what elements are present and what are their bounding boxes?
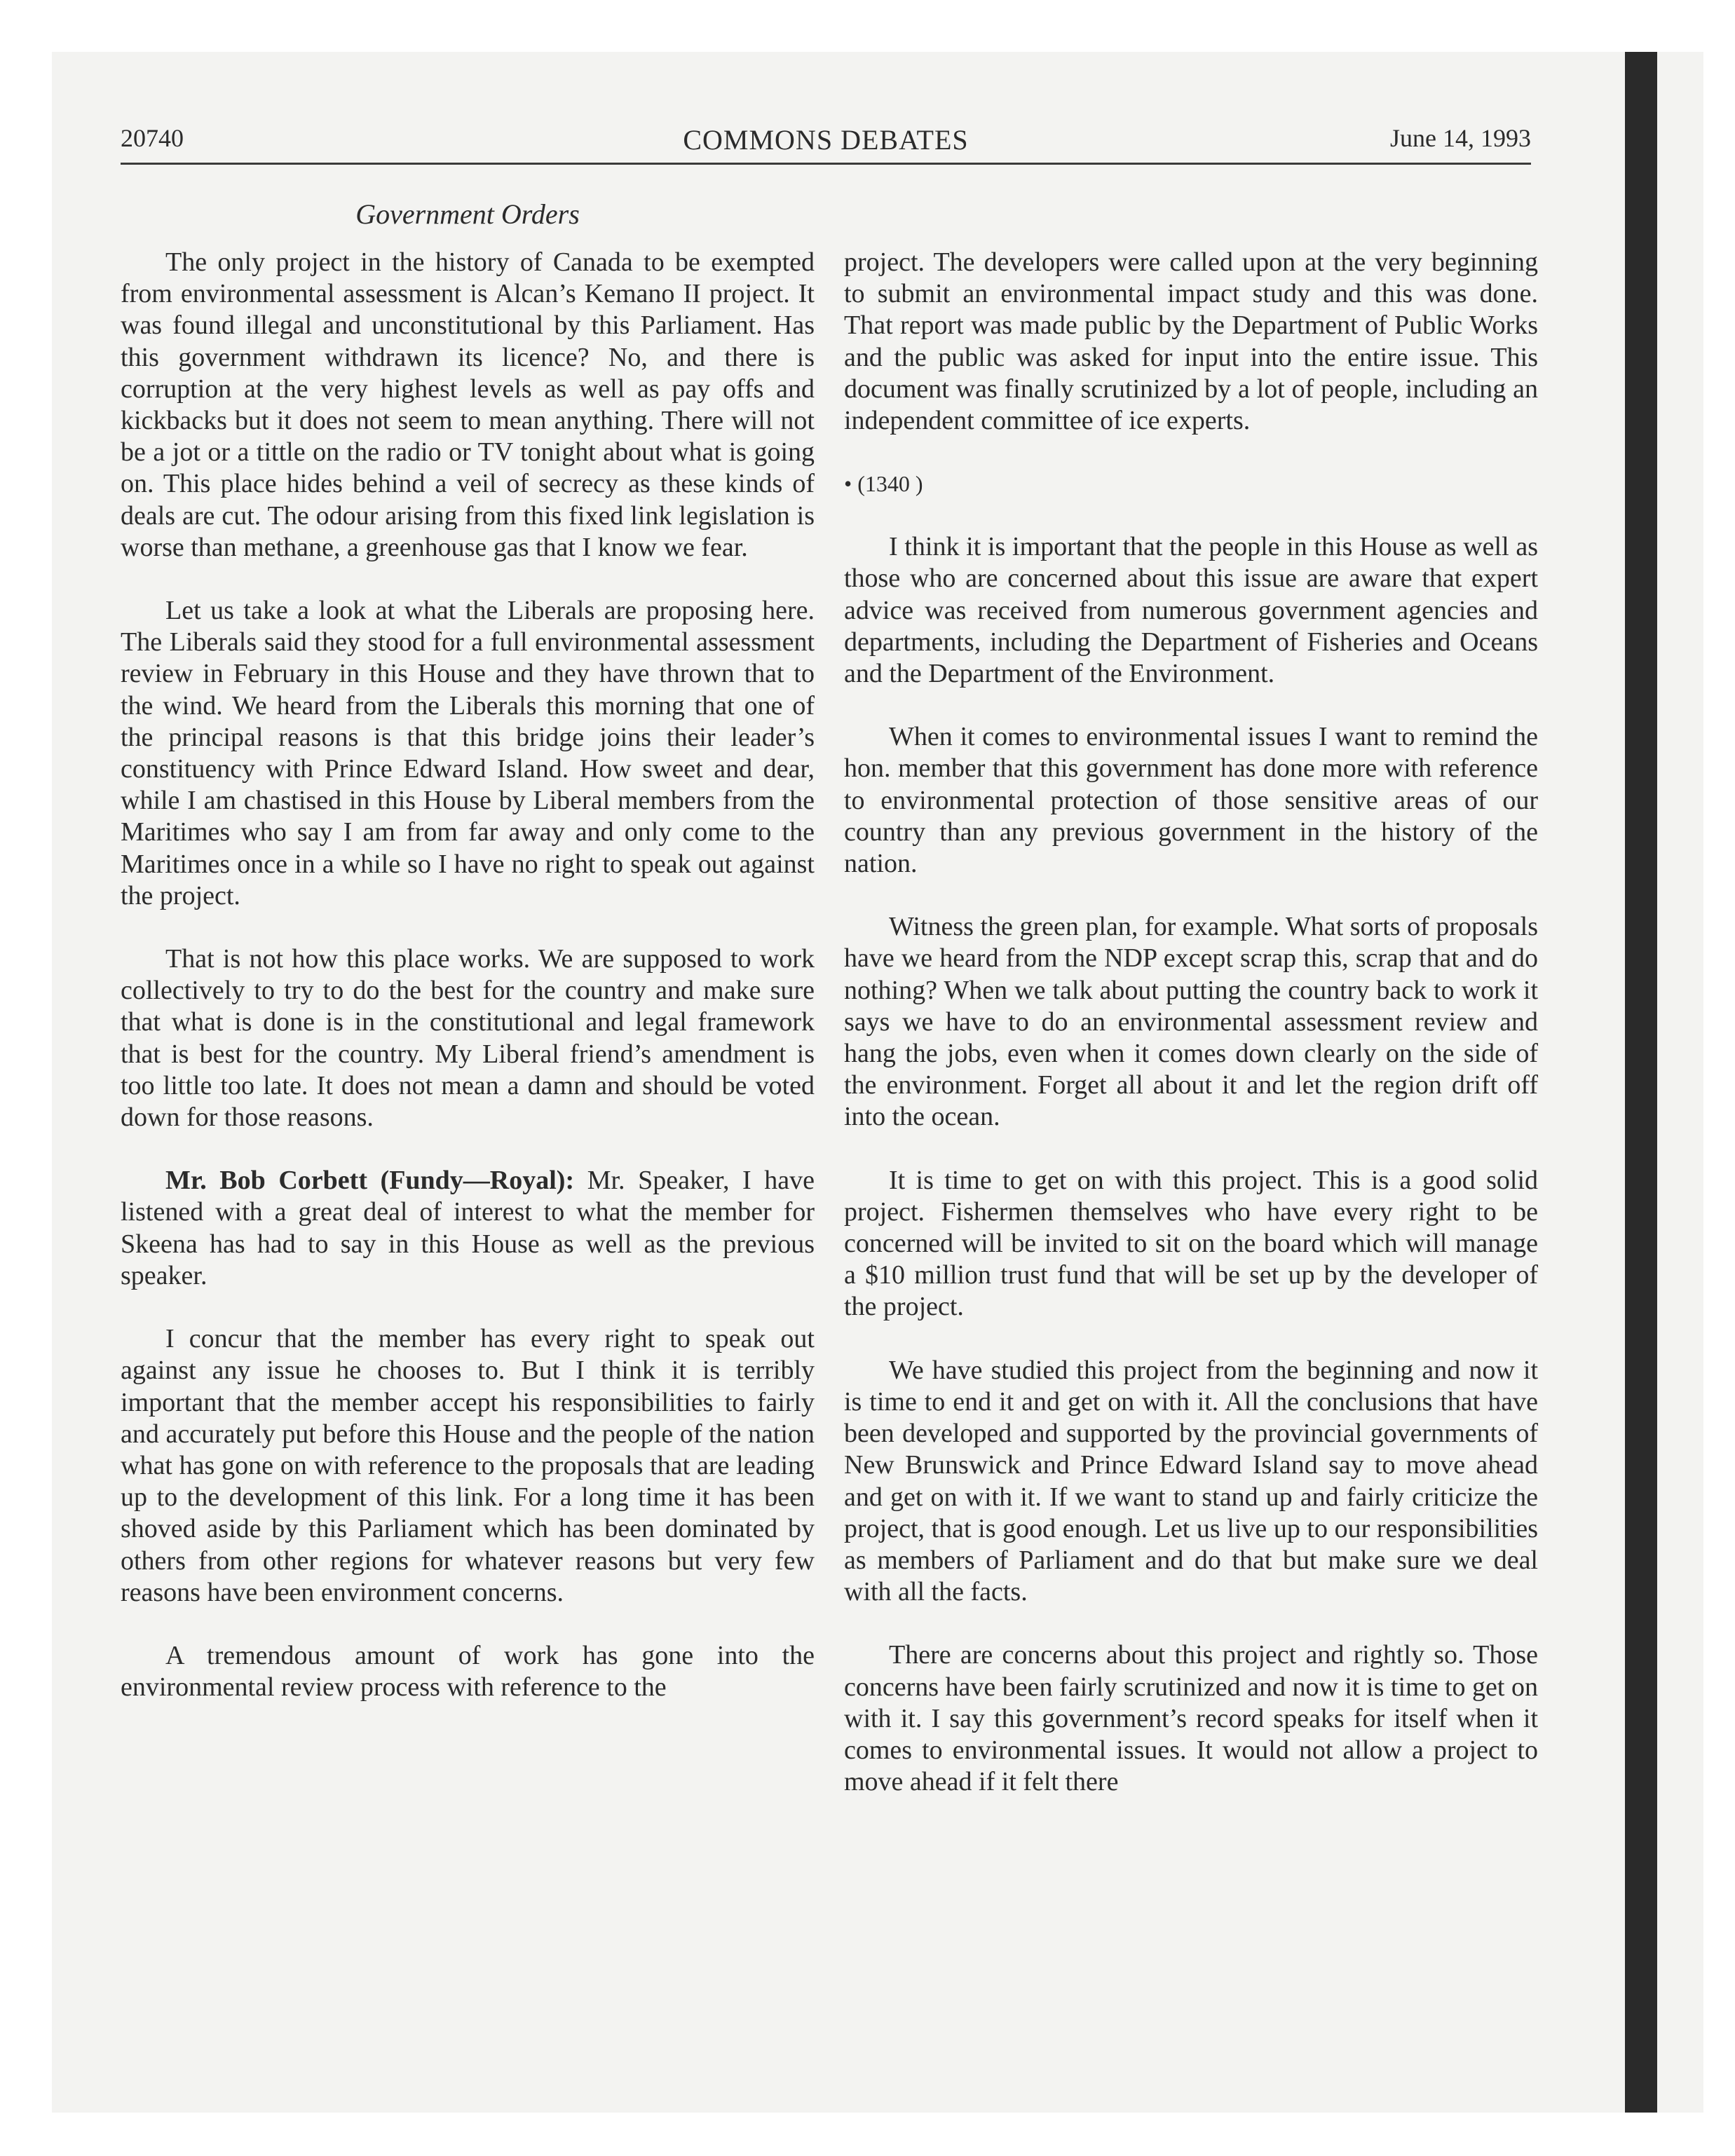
journal-title: COMMONS DEBATES (683, 124, 969, 156)
paragraph: That is not how this place works. We are supposed to work collectively to try to do the best for the country and make sure that what is done is in the constitutional and legal framework that is best for the country. My Liberal friend’s amendment is too little too late. It does not mean a damn and should be voted down for those reasons. (121, 944, 815, 1133)
paragraph: The only project in the history of Canada to be exempted from environmental assessment is Alcan’s Kemano II project. It was found illegal and unconstitutional by this Parliament. Has this government withdrawn its licence? No, and there is corruption at the very highest levels as well as pay offs and kickbacks but it does not seem to mean anything. There will not be a jot or a tittle on the radio or TV tonight about what is going on. This place hides behind a veil of secrecy as these kinds of deals are cut. The odour arising from this fixed link legislation is worse than methane, a greenhouse gas that I know we fear. (121, 247, 815, 562)
left-column (121, 247, 815, 1735)
paragraph: When it comes to environmental issues I want to remind the hon. member that this government has done more with reference to environmental protection of those sensitive areas of our country than any previous government in the history of the nation. (844, 722, 1538, 879)
paragraph-continued: project. The developers were called upon at the very beginning to submit an environmental impact study and this was done. That report was made public by the Department of Public Works and the public was asked for input into the entire issue. This document was finally scrutinized by a lot of people, including an independent committee of ice experts. (844, 247, 1538, 436)
speaker-name: Mr. Bob Corbett (Fundy—Royal): (165, 1166, 575, 1196)
page-number: 20740 (121, 124, 184, 152)
paragraph: A tremendous amount of work has gone into the environmental review process with reference to the (121, 1640, 815, 1703)
header-date: June 14, 1993 (1390, 124, 1531, 152)
speaker-paragraph (121, 1165, 815, 1292)
paragraph: I think it is important that the people in this House as well as those who are concerned about this issue are aware that expert advice was received from numerous government agencies and departments, including the Department of Fisheries and Oceans and the Department of the Environment. (844, 532, 1538, 689)
paragraph: We have studied this project from the beginning and now it is time to end it and get on with it. All the conclusions that have been developed and supported by the provincial governments of New Brunswick and Prince Edward Island say to move ahead and get on with it. If we want to stand up and fairly criticize the project, that is good enough. Let us live up to our responsibilities as members of Parliament and do that but make sure we deal with all the facts. (844, 1355, 1538, 1607)
paragraph: There are concerns about this project and rightly so. Those concerns have been fairly scrutinized and now it is time to get on with it. I say this government’s record speaks for itself when it comes to environmental issues. It would not allow a project to move ahead if it felt there (844, 1640, 1538, 1797)
page-header (121, 123, 1531, 165)
section-title: Government Orders (355, 198, 580, 230)
time-marker: • (1340 ) (844, 471, 923, 497)
paragraph: Let us take a look at what the Liberals are proposing here. The Liberals said they stood for a full environmental assessment review in February in this House and they have thrown that to the wind. We heard from the Liberals this morning that one of the principal reasons is that this bridge joins their leader’s constituency with Prince Edward Island. How sweet and dear, while I am chastised in this House by Liberal members from the Maritimes who say I am from far away and only come to the Maritimes once in a while so I have no right to speak out against the project. (121, 596, 815, 910)
speaker-opening: Mr. Speaker, I have listened with a great deal of interest to what the member for Skeena has had to say in this House as well as the previous speaker. (121, 1166, 815, 1290)
header-rule (121, 163, 1531, 165)
paragraph: Witness the green plan, for example. What sorts of proposals have we heard from the NDP except scrap this, scrap that and do nothing? When we talk about putting the country back to work it says we have to do an environmental assessment review and hang the jobs, even when it comes down clearly on the side of the environment. Forget all about it and let the region drift off into the ocean. (844, 912, 1538, 1132)
paragraph: It is time to get on with this project. This is a good solid project. Fishermen themselves who have every right to be concerned will be invited to sit on the board which will manage a $10 million trust fund that will be set up by the developer of the project. (844, 1165, 1538, 1322)
paragraph: I concur that the member has every right to speak out against any issue he chooses to. But I think it is terribly important that the member accept his responsibilities to fairly and accurately put before this House and the people of the nation what has gone on with reference to the proposals that are leading up to the development of this link. For a long time it has been shoved aside by this Parliament which has been dominated by others from other regions for whatever reasons but very few reasons have been environment concerns. (121, 1324, 815, 1607)
right-column (844, 247, 1538, 1829)
scan-border (1625, 52, 1657, 2113)
